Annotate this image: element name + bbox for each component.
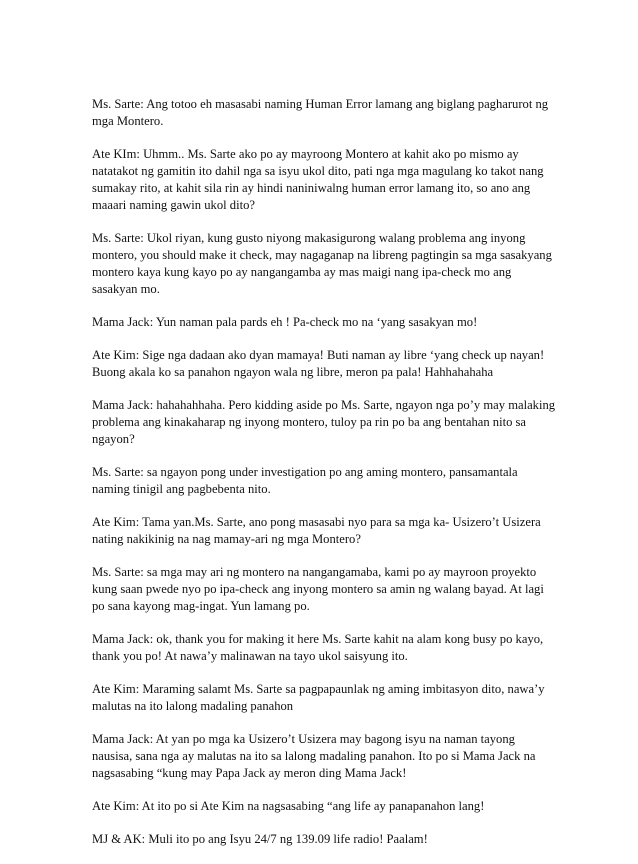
paragraph-11: Ate Kim: Maraming salamt Ms. Sarte sa pagpapaunlak ng aming imbitasyon dito, nawa’y malutas na ito lalong madaling panahon <box>92 682 545 713</box>
paragraph-2: Ate KIm: Uhmm.. Ms. Sarte ako po ay mayroong Montero at kahit ako po mismo ay natatakot ng gamitin ito dahil nga sa isyu ukol dito, pati nga mga magulang ko takot nang sumakay rito, at kahit sila rin ay hindi naniniwalng human error lamang ito, so ano ang maaari naming gawin ukol dito? <box>92 147 544 212</box>
paragraph-14: MJ & AK: Muli ito po ang Isyu 24/7 ng 139.09 life radio! Paalam! <box>92 832 428 846</box>
paragraph-3: Ms. Sarte: Ukol riyan, kung gusto niyong makasigurong walang problema ang inyong montero, you should make it check, may nagaganap na libreng pagtingin sa mga sasakyang montero kaya kung kayo po ay nangangamba ay mas maigi nang ipa-check mo ang sasakyan mo. <box>92 231 552 296</box>
paragraph-5: Ate Kim: Sige nga dadaan ako dyan mamaya! Buti naman ay libre ‘yang check up nayan! Buong akala ko sa panahon ngayon wala ng libre, meron pa pala! Hahhahahaha <box>92 348 545 379</box>
paragraph-13: Ate Kim: At ito po si Ate Kim na nagsasabing “ang life ay panapanahon lang! <box>92 799 485 813</box>
paragraph-8: Ate Kim: Tama yan.Ms. Sarte, ano pong masasabi nyo para sa mga ka- Usizero’t Usizera nating nakikinig na nag mamay-ari ng mga Montero? <box>92 515 541 546</box>
paragraph-6: Mama Jack: hahahahhaha. Pero kidding aside po Ms. Sarte, ngayon nga po’y may malaking problema ang kinakaharap ng inyong montero, tuloy pa rin po ba ang bentahan nito sa ngayon? <box>92 398 556 446</box>
paragraph-12: Mama Jack: At yan po mga ka Usizero’t Usizera may bagong isyu na naman tayong nausisa, sana nga ay malutas na ito sa lalong madaling panahon. Ito po si Mama Jack na nagsasabing “kung may Papa Jack ay meron ding Mama Jack! <box>92 732 536 780</box>
paragraph-1: Ms. Sarte: Ang totoo eh masasabi naming Human Error lamang ang biglang pagharurot ng mga Montero. <box>92 97 549 128</box>
paragraph-7: Ms. Sarte: sa ngayon pong under investigation po ang aming montero, pansamantala naming tinigil ang pagbebenta nito. <box>92 465 518 496</box>
paragraph-4: Mama Jack: Yun naman pala pards eh ! Pa-check mo na ‘yang sasakyan mo! <box>92 315 478 329</box>
document-page <box>92 96 558 864</box>
paragraph-10: Mama Jack: ok, thank you for making it here Ms. Sarte kahit na alam kong busy po kayo, thank you po! At nawa’y malinawan na tayo ukol saisyung ito. <box>92 632 544 663</box>
paragraph-9: Ms. Sarte: sa mga may ari ng montero na nangangamaba, kami po ay mayroon proyekto kung saan pwede nyo po ipa-check ang inyong montero sa amin ng walang bayad. At lagi po sana kayong mag-ingat. Yun lamang po. <box>92 565 544 613</box>
